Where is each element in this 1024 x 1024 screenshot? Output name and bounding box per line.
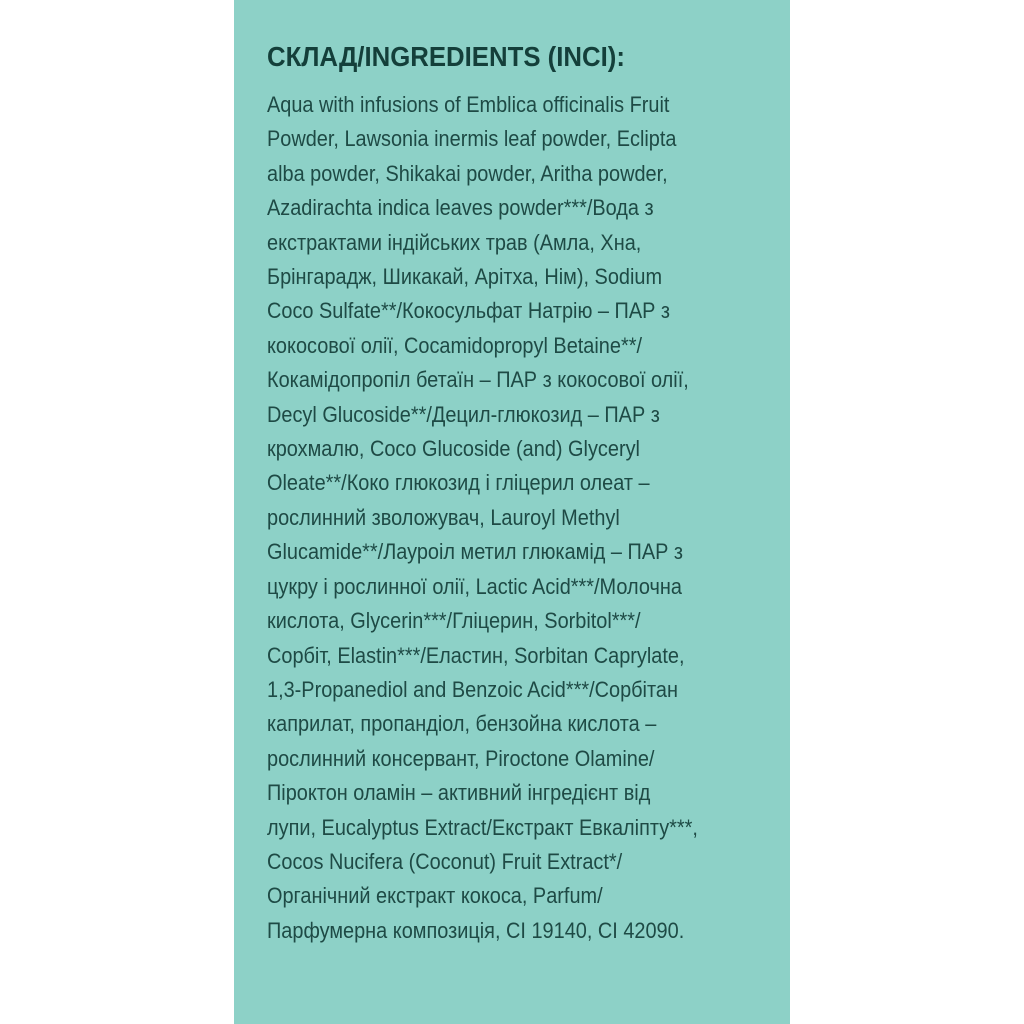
ingredients-line: лупи, Eucalyptus Extract/Екстракт Евкаліпту***, <box>267 814 698 840</box>
ingredients-line: Decyl Glucoside**/Децил-глюкозид – ПАР з <box>267 401 660 427</box>
ingredients-line: кокосової олії, Cocamidopropyl Betaine**/ <box>267 332 642 358</box>
ingredients-line: Cocos Nucifera (Coconut) Fruit Extract*/ <box>267 848 623 874</box>
ingredients-line: Azadirachta indica leaves powder***/Вода з <box>267 195 654 221</box>
ingredients-line: Брінгарадж, Шикакай, Арітха, Нім), Sodium <box>267 264 663 290</box>
ingredients-line: Glucamide**/Лауроіл метил глюкамід – ПАР з <box>267 539 684 565</box>
ingredients-line: каприлат, пропандіол, бензойна кислота – <box>267 711 657 737</box>
ingredients-line: крохмалю, Coco Glucoside (and) Glyceryl <box>267 436 640 462</box>
ingredients-heading: СКЛАД/INGREDIENTS (INCI): <box>267 41 625 72</box>
ingredients-line: кислота, Glycerin***/Гліцерин, Sorbitol***/ <box>267 608 641 634</box>
ingredients-line: Піроктон оламін – активний інгредієнт від <box>267 780 651 806</box>
ingredients-line: Oleate**/Коко глюкозид і гліцерил олеат – <box>267 470 650 496</box>
ingredients-line: 1,3-Propanediol and Benzoic Acid***/Сорбітан <box>267 676 678 702</box>
ingredients-line: Кокамідопропіл бетаїн – ПАР з кокосової олії, <box>267 367 689 393</box>
ingredients-line: цукру і рослинної олії, Lactic Acid***/Молочна <box>267 573 682 599</box>
ingredients-line: рослинний консервант, Piroctone Olamine/ <box>267 745 655 771</box>
ingredients-line: екстрактами індійських трав (Амла, Хна, <box>267 229 642 255</box>
ingredients-line: Парфумерна композиція, CI 19140, CI 42090. <box>267 917 685 943</box>
ingredients-line: Powder, Lawsonia inermis leaf powder, Eclipta <box>267 126 677 152</box>
ingredients-line: Coco Sulfate**/Кокосульфат Натрію – ПАР з <box>267 298 671 324</box>
ingredients-line: Aqua with infusions of Emblica officinalis Fruit <box>267 92 670 117</box>
ingredients-label-panel <box>234 0 790 1024</box>
ingredients-line: Органічний екстракт кокоса, Parfum/ <box>267 883 603 909</box>
ingredients-line: alba powder, Shikakai powder, Aritha powder, <box>267 160 668 186</box>
ingredients-line: Сорбіт, Elastin***/Еластин, Sorbitan Caprylate, <box>267 642 685 668</box>
ingredients-list-text <box>267 88 770 948</box>
ingredients-line: рослинний зволожувач, Lauroyl Methyl <box>267 504 620 530</box>
